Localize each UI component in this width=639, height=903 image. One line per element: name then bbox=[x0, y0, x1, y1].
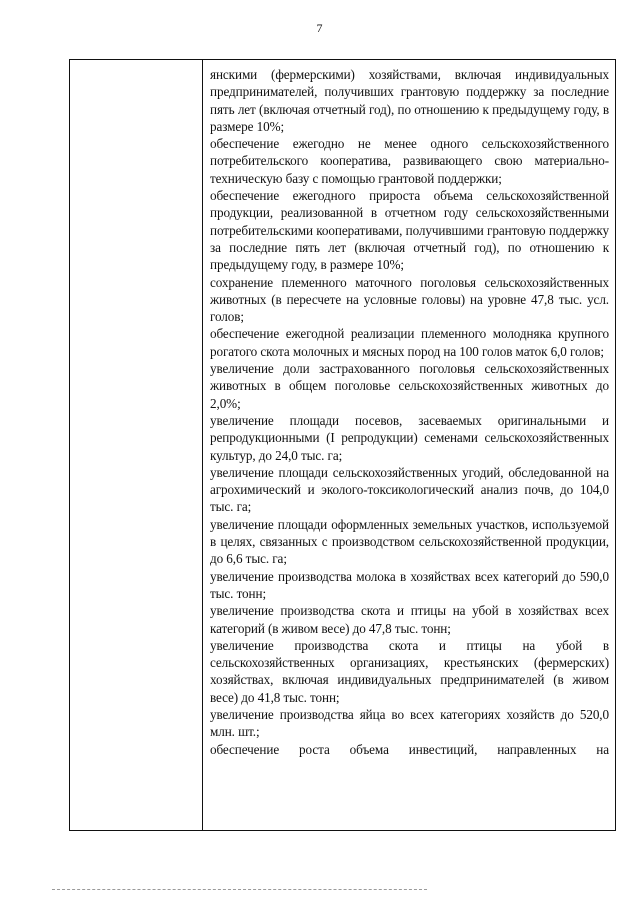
paragraph-grant-farms: янскими (фермерскими) хозяйствами, включая индивидуальных предпринимателей, получивших грантовую поддержку за последние пять лет (включая отчетный год), по отношению к предыдущему году, в размере 10%; bbox=[210, 67, 609, 134]
paragraph-cooperative-support: обеспечение ежегодно не менее одного сельскохозяйственного потребительского кооператива, развивающего свою материально-техническую базу с помощью грантовой поддержки; bbox=[210, 136, 609, 186]
paragraph-cooperative-growth: обеспечение ежегодного прироста объема сельскохозяйственной продукции, реализованной в отчетном году сельскохозяйственными потребительскими кооперативами, получившими грантовую поддержку за последние пять лет (включая отчетный год), по отношению к предыдущему году, в размере 10%; bbox=[210, 188, 609, 273]
document-table bbox=[69, 59, 616, 831]
paragraph-soil-analysis: увеличение площади сельскохозяйственных угодий, обследованной на агрохимический и эколого-токсикологический анализ почв, до 104,0 тыс. га; bbox=[210, 464, 609, 515]
paragraph-egg-production: увеличение производства яйца во всех категориях хозяйств до 520,0 млн. шт.; bbox=[210, 706, 609, 740]
paragraph-breeding-livestock: сохранение племенного маточного поголовья сельскохозяйственных животных (в пересчете на условные головы) на уровне 47,8 тыс. усл. голов; bbox=[210, 274, 609, 325]
paragraph-insured-livestock: увеличение доли застрахованного поголовья сельскохозяйственных животных в общем поголовье сельскохозяйственных животных до 2,0%; bbox=[210, 361, 609, 411]
paragraph-seed-area: увеличение площади посевов, засеваемых оригинальными и репродукционными (I репродукции) семенами сельскохозяйственных культур, до 24,0 тыс. га; bbox=[210, 412, 609, 463]
paragraph-milk-production: увеличение производства молока в хозяйствах всех категорий до 590,0 тыс. тонн; bbox=[210, 568, 609, 601]
table-right-column bbox=[203, 60, 615, 830]
scan-edge-line bbox=[52, 889, 427, 890]
paragraph-meat-organizations: увеличение производства скота и птицы на убой в сельскохозяйственных организациях, крестьянских (фермерских) хозяйствах, включая индивидуальных предпринимателей (в живом весе) до 41,8 тыс. тонн; bbox=[210, 637, 609, 705]
paragraph-young-cattle: обеспечение ежегодной реализации племенного молодняка крупного рогатого скота молочных и мясных пород на 100 голов маток 6,0 голов; bbox=[210, 326, 609, 359]
paragraph-investment: обеспечение роста объема инвестиций, направленных на bbox=[210, 741, 609, 757]
table-left-column bbox=[70, 60, 203, 830]
page-number: 7 bbox=[316, 21, 323, 35]
paragraph-land-plots: увеличение площади оформленных земельных участков, используемой в целях, связанных с производством сельскохозяйственной продукции, до 6,6 тыс. га; bbox=[210, 516, 609, 567]
paragraph-meat-all-categories: увеличение производства скота и птицы на убой в хозяйствах всех категорий (в живом весе) до 47,8 тыс. тонн; bbox=[210, 603, 609, 636]
